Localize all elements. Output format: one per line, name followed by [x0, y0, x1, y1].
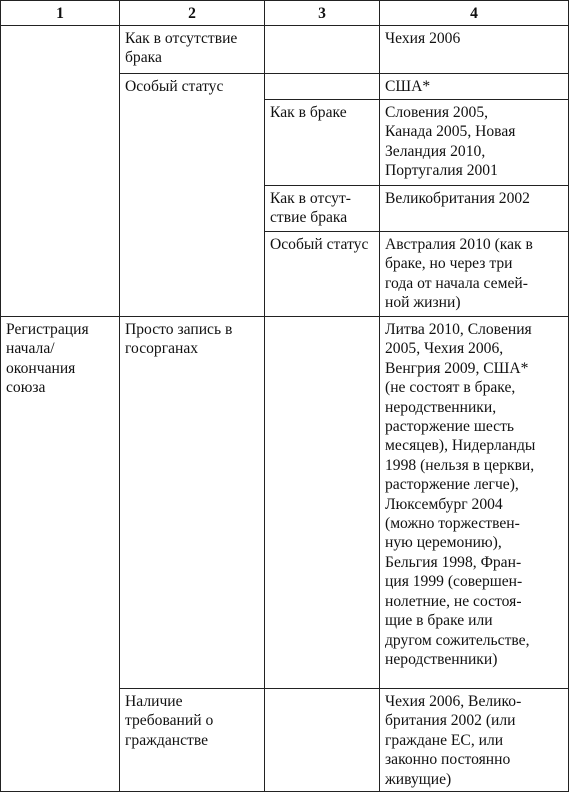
- column-header-2: 2: [120, 1, 265, 26]
- table-cell: Австралия 2010 (как в браке, но через три года от начала семей- ной жизни): [380, 232, 569, 317]
- column-header-3: 3: [265, 1, 380, 26]
- table-row: [1, 317, 569, 689]
- table-cell: Словения 2005, Канада 2005, Новая Зеландия 2010, Португалия 2001: [380, 100, 569, 186]
- table-cell: Регистрация начала/ окончания союза: [1, 317, 120, 792]
- table-cell: Чехия 2006, Велико- британия 2002 (или граждане ЕС, или законно постоянно живущие): [380, 689, 569, 792]
- table-cell: Литва 2010, Словения 2005, Чехия 2006, Венгрия 2009, США* (не состоят в браке, неродственники, расторжение шесть месяцев), Нидерланды 1998 (нельзя в церкви, расторжение легче), Люксембург 2004 (можно торжествен- ную церемонию), Бельгия 1998, Фран- ция 1999 (совершен- нолетние, не состоя- щие в браке или другом сожительстве, неродственники): [380, 317, 569, 689]
- table-cell: Особый статус: [120, 74, 265, 317]
- table-cell: Просто запись в госорганах: [120, 317, 265, 689]
- table-cell: [265, 689, 380, 792]
- column-header-4: 4: [380, 1, 569, 26]
- table-cell: [1, 26, 120, 317]
- table-row: [1, 26, 569, 74]
- table-cell: Как в отсутствие брака: [120, 26, 265, 74]
- table-cell: Особый статус: [265, 232, 380, 317]
- table-cell: Великобритания 2002: [380, 186, 569, 232]
- table-cell: США*: [380, 74, 569, 100]
- table-cell: Как в отсут- ствие брака: [265, 186, 380, 232]
- table-cell: Как в браке: [265, 100, 380, 186]
- column-header-1: 1: [1, 1, 120, 26]
- table-cell: Чехия 2006: [380, 26, 569, 74]
- table-cell: [265, 74, 380, 100]
- table-cell: [265, 26, 380, 74]
- table-cell: Наличие требований о гражданстве: [120, 689, 265, 792]
- header-row: [1, 1, 569, 26]
- table-cell: [265, 317, 380, 689]
